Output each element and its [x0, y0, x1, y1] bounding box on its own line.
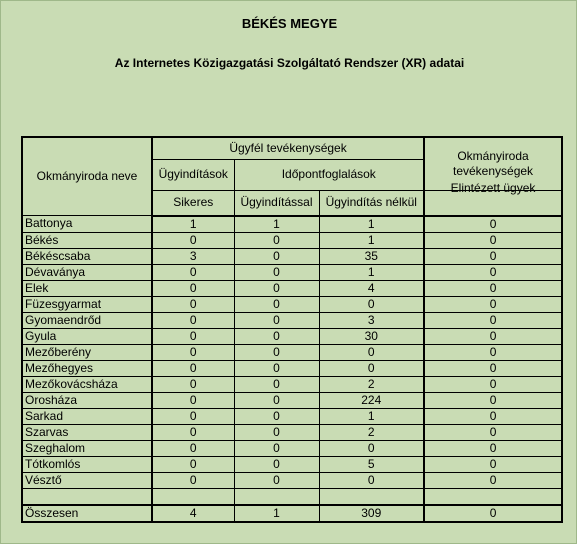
row-nelkul: 2 [319, 424, 424, 440]
row-elintezett: 0 [424, 424, 562, 440]
row-elintezett: 0 [424, 264, 562, 280]
header-ugyfel: Ügyfél tevékenységek [152, 137, 424, 159]
row-sikeres: 0 [152, 296, 234, 312]
row-sikeres: 0 [152, 424, 234, 440]
row-sikeres: 1 [152, 216, 234, 233]
row-nelkul: 0 [319, 344, 424, 360]
row-ugyinditassal: 0 [234, 440, 319, 456]
row-nelkul: 3 [319, 312, 424, 328]
table-row [22, 312, 562, 328]
row-sikeres: 0 [152, 408, 234, 424]
total-nelkul: 309 [319, 505, 424, 522]
row-ugyinditassal: 0 [234, 424, 319, 440]
row-nelkul: 30 [319, 328, 424, 344]
row-elintezett: 0 [424, 296, 562, 312]
row-ugyinditassal: 0 [234, 392, 319, 408]
row-name: Orosháza [22, 392, 152, 408]
row-sikeres: 3 [152, 248, 234, 264]
spacer-row [22, 488, 562, 505]
row-ugyinditassal: 0 [234, 248, 319, 264]
row-name: Békéscsaba [22, 248, 152, 264]
spacer-cell [319, 488, 424, 505]
row-ugyinditassal: 0 [234, 408, 319, 424]
row-sikeres: 0 [152, 232, 234, 248]
row-elintezett: 0 [424, 232, 562, 248]
header-ugyinditasok: Ügyindítások [152, 159, 234, 190]
row-sikeres: 0 [152, 264, 234, 280]
page-title: BÉKÉS MEGYE [241, 16, 338, 31]
table-row [22, 456, 562, 472]
table-row [22, 328, 562, 344]
row-nelkul: 2 [319, 376, 424, 392]
row-name: Gyomaendrőd [22, 312, 152, 328]
row-ugyinditassal: 0 [234, 344, 319, 360]
row-name: Elek [22, 280, 152, 296]
row-elintezett: 0 [424, 392, 562, 408]
row-elintezett: 0 [424, 216, 562, 233]
spacer-cell [234, 488, 319, 505]
table-row [22, 216, 562, 233]
spacer-cell [22, 488, 152, 505]
row-elintezett: 0 [424, 408, 562, 424]
row-nelkul: 4 [319, 280, 424, 296]
row-name: Vésztő [22, 472, 152, 488]
row-sikeres: 0 [152, 392, 234, 408]
row-name: Szeghalom [22, 440, 152, 456]
row-elintezett: 0 [424, 344, 562, 360]
row-nelkul: 224 [319, 392, 424, 408]
row-elintezett: 0 [424, 360, 562, 376]
total-elintezett: 0 [424, 505, 562, 522]
row-sikeres: 0 [152, 312, 234, 328]
table-row [22, 232, 562, 248]
table-row [22, 344, 562, 360]
spacer-cell [424, 488, 562, 505]
row-elintezett: 0 [424, 440, 562, 456]
header-okmanyiroda: Okmányiroda tevékenységek [424, 137, 562, 190]
table-row [22, 408, 562, 424]
row-name: Mezőkovácsháza [22, 376, 152, 392]
row-sikeres: 0 [152, 440, 234, 456]
row-name: Gyula [22, 328, 152, 344]
row-ugyinditassal: 0 [234, 264, 319, 280]
row-sikeres: 0 [152, 280, 234, 296]
row-name: Szarvas [22, 424, 152, 440]
table-row [22, 264, 562, 280]
row-name: Füzesgyarmat [22, 296, 152, 312]
header-elintezett: Elintézett ügyek [424, 176, 562, 202]
row-name: Sarkad [22, 408, 152, 424]
row-nelkul: 0 [319, 440, 424, 456]
row-ugyinditassal: 0 [234, 312, 319, 328]
row-sikeres: 0 [152, 456, 234, 472]
row-name: Tótkomlós [22, 456, 152, 472]
row-elintezett: 0 [424, 376, 562, 392]
row-elintezett: 0 [424, 328, 562, 344]
header-name: Okmányiroda neve [22, 137, 152, 216]
row-ugyinditassal: 0 [234, 456, 319, 472]
row-elintezett: 0 [424, 456, 562, 472]
row-sikeres: 0 [152, 360, 234, 376]
page-subtitle: Az Internetes Közigazgatási Szolgáltató Rendszer (XR) adatai [114, 56, 465, 70]
row-nelkul: 0 [319, 472, 424, 488]
row-elintezett: 0 [424, 312, 562, 328]
row-ugyinditassal: 0 [234, 296, 319, 312]
table-row [22, 296, 562, 312]
row-nelkul: 1 [319, 408, 424, 424]
row-ugyinditassal: 0 [234, 360, 319, 376]
row-sikeres: 0 [152, 472, 234, 488]
table-row [22, 440, 562, 456]
total-row [22, 505, 562, 522]
row-ugyinditassal: 0 [234, 376, 319, 392]
row-nelkul: 1 [319, 216, 424, 233]
row-nelkul: 5 [319, 456, 424, 472]
row-nelkul: 0 [319, 360, 424, 376]
row-ugyinditassal: 0 [234, 472, 319, 488]
row-nelkul: 0 [319, 296, 424, 312]
row-name: Mezőberény [22, 344, 152, 360]
total-sikeres: 4 [152, 505, 234, 522]
row-name: Mezőhegyes [22, 360, 152, 376]
spacer-cell [152, 488, 234, 505]
table-body [22, 216, 562, 505]
header-ugyinditas-nelkul: Ügyindítás nélkül [319, 190, 424, 216]
row-sikeres: 0 [152, 328, 234, 344]
row-ugyinditassal: 0 [234, 328, 319, 344]
total-label: Összesen [22, 505, 152, 522]
header-ugyinditassal: Ügyindítással [234, 190, 319, 216]
row-elintezett: 0 [424, 248, 562, 264]
row-nelkul: 35 [319, 248, 424, 264]
row-elintezett: 0 [424, 472, 562, 488]
row-sikeres: 0 [152, 344, 234, 360]
table-row [22, 376, 562, 392]
row-elintezett: 0 [424, 280, 562, 296]
statistics-table [21, 136, 563, 523]
table-row [22, 360, 562, 376]
table-row [22, 424, 562, 440]
row-ugyinditassal: 0 [234, 280, 319, 296]
header-idopont: Időpontfoglalások [234, 159, 424, 190]
total-ugyinditassal: 1 [234, 505, 319, 522]
table-row [22, 248, 562, 264]
table-row [22, 392, 562, 408]
table-row [22, 472, 562, 488]
row-nelkul: 1 [319, 264, 424, 280]
row-nelkul: 1 [319, 232, 424, 248]
header-sikeres: Sikeres [152, 190, 234, 216]
row-ugyinditassal: 0 [234, 232, 319, 248]
row-ugyinditassal: 1 [234, 216, 319, 233]
row-name: Békés [22, 232, 152, 248]
table-row [22, 280, 562, 296]
row-name: Battonya [22, 216, 152, 233]
row-sikeres: 0 [152, 376, 234, 392]
row-name: Dévaványa [22, 264, 152, 280]
